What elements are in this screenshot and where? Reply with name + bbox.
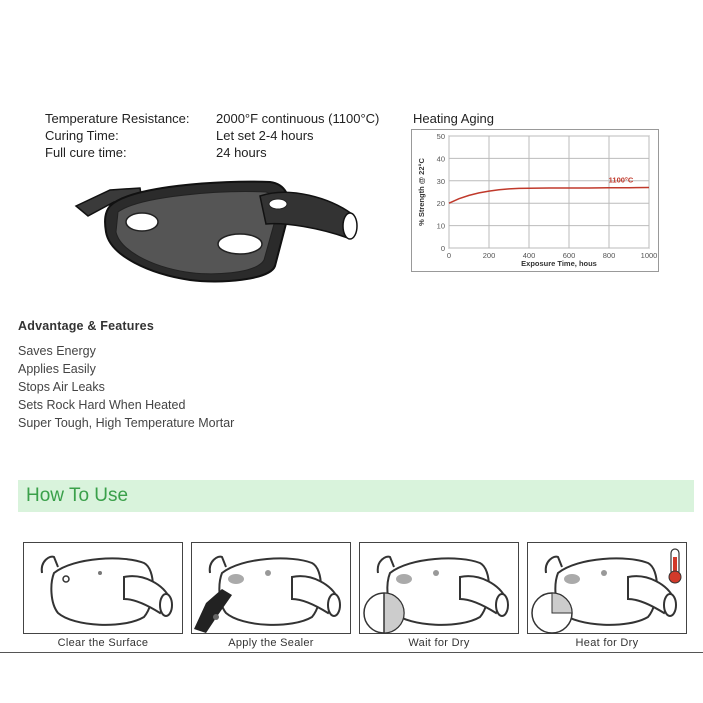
spec-row-full-cure <box>45 144 379 161</box>
step-label: Apply the Sealer <box>228 637 314 649</box>
y-tick-label: 30 <box>436 176 445 186</box>
plot-area <box>449 136 649 248</box>
features-list <box>18 342 234 432</box>
feature-item: Saves Energy <box>18 344 96 358</box>
spec-list <box>45 110 379 161</box>
feature-item: Sets Rock Hard When Heated <box>18 398 186 412</box>
step-heat-dry <box>527 542 687 634</box>
x-axis-label: Exposure Time, hous <box>521 259 597 268</box>
how-to-use-title: How To Use <box>26 485 129 506</box>
step-label: Wait for Dry <box>408 637 470 649</box>
bottom-divider <box>0 652 703 653</box>
chart-svg <box>412 130 660 273</box>
spec-value: Let set 2-4 hours <box>216 128 314 143</box>
feature-item: Applies Easily <box>18 362 96 376</box>
feature-item: Super Tough, High Temperature Mortar <box>18 416 235 430</box>
step-wait-dry <box>359 542 519 634</box>
y-tick-label: 10 <box>436 221 445 231</box>
x-tick-label: 600 <box>562 251 576 260</box>
sealer-gun-icon <box>192 543 352 635</box>
series-label: 1100°C <box>608 175 634 185</box>
spec-row-curing <box>45 127 379 144</box>
how-to-use-banner <box>18 480 694 512</box>
chart-title: Heating Aging <box>413 111 494 126</box>
spec-label: Temperature Resistance: <box>45 111 190 126</box>
spec-row-temperature <box>45 110 379 127</box>
y-tick-label: 50 <box>436 132 445 141</box>
y-axis-label: % Strength @ 22°C <box>417 158 426 226</box>
heating-aging-chart <box>411 129 659 272</box>
step-apply-sealer <box>191 542 351 634</box>
muffler-clean-icon <box>24 543 184 635</box>
x-tick-label: 400 <box>522 251 536 260</box>
y-tick-label: 20 <box>436 199 445 209</box>
step-clear-surface <box>23 542 183 634</box>
muffler-illustration <box>70 176 360 286</box>
thermometer-icon <box>528 543 688 635</box>
x-tick-label: 0 <box>446 251 452 260</box>
x-tick-label: 200 <box>482 251 496 260</box>
feature-item: Stops Air Leaks <box>18 380 105 394</box>
y-tick-label: 40 <box>436 154 445 164</box>
features-title: Advantage & Features <box>18 319 154 333</box>
x-tick-label: 800 <box>602 251 616 260</box>
spec-label: Curing Time: <box>45 128 119 143</box>
step-label: Clear the Surface <box>57 637 149 649</box>
y-tick-label: 0 <box>440 244 445 253</box>
features-section <box>18 319 234 432</box>
spec-value: 2000°F continuous (1100°C) <box>216 111 380 126</box>
spec-label: Full cure time: <box>45 145 127 160</box>
spec-value: 24 hours <box>216 145 267 160</box>
step-label: Heat for Dry <box>575 637 639 649</box>
clock-half-icon <box>360 543 520 635</box>
x-tick-label: 1000 <box>640 251 658 260</box>
